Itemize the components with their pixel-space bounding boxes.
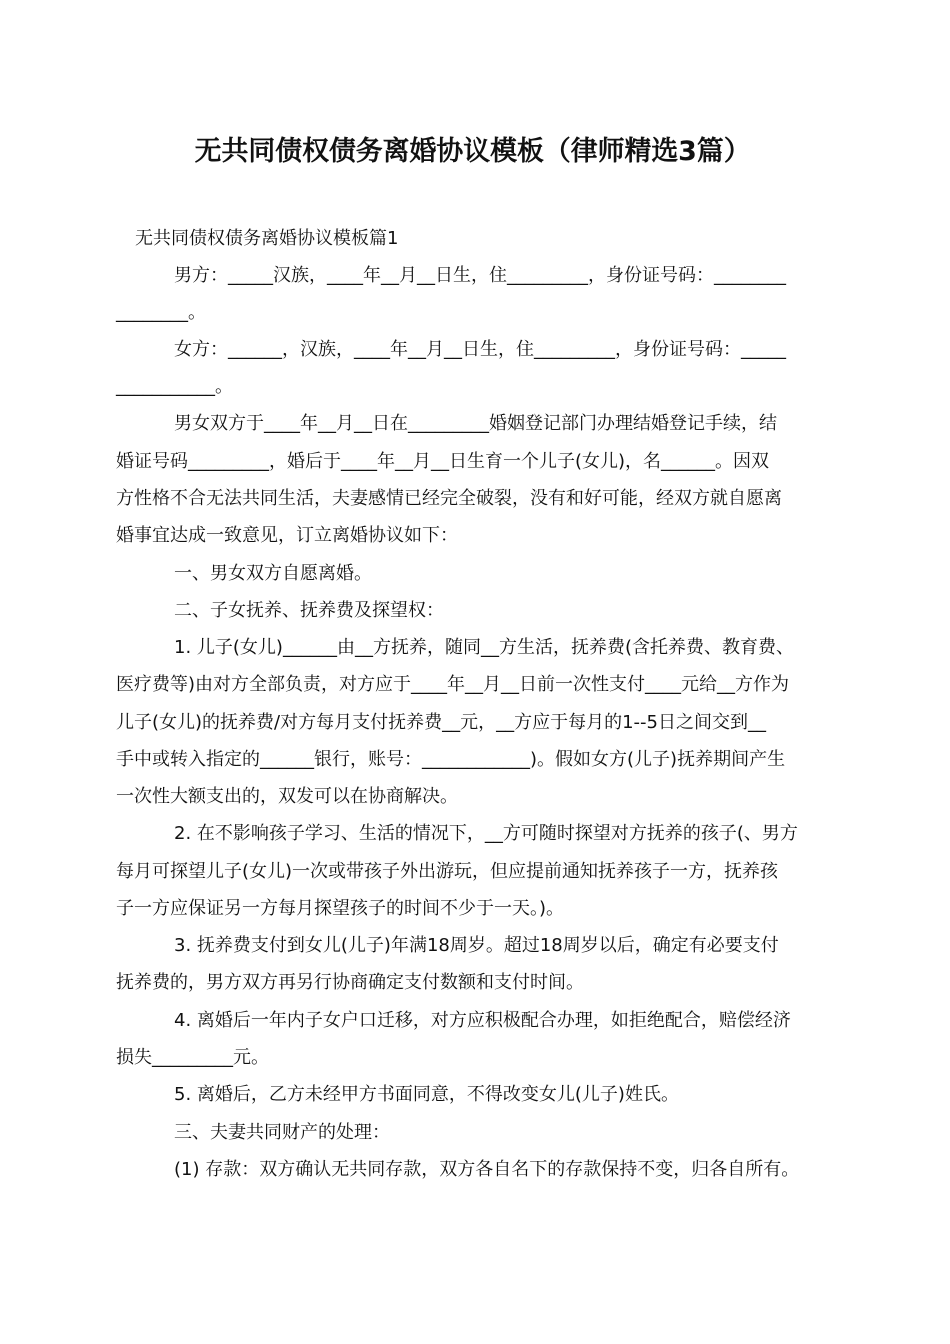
paragraph-line: 女方：______，汉族，____年__月__日生，住_________，身份证号码：_____	[174, 339, 786, 360]
paragraph-line: 婚事宜达成一致意见，订立离婚协议如下：	[116, 525, 458, 546]
paragraph-line: 男女双方于____年__月__日在_________婚姻登记部门办理结婚登记手续，结	[174, 413, 777, 434]
paragraph-line: 4. 离婚后一年内子女户口迁移，对方应积极配合办理，如拒绝配合，赔偿经济	[174, 1010, 791, 1031]
paragraph-line: 手中或转入指定的______银行，账号：____________)。假如女方(儿子)抚养期间产生	[116, 749, 786, 770]
paragraph-line: 1. 儿子(女儿)______由__方抚养，随同__方生活，抚养费(含托养费、教育费、	[174, 637, 794, 658]
paragraph-line: 男方：_____汉族，____年__月__日生，住_________，身份证号码：________	[174, 265, 786, 286]
paragraph-line: (1) 存款：双方确认无共同存款，双方各自名下的存款保持不变，归各自所有。	[174, 1159, 800, 1180]
section-heading: 无共同债权债务离婚协议模板篇1	[135, 228, 399, 249]
paragraph-line: 方性格不合无法共同生活，夫妻感情已经完全破裂，没有和好可能，经双方就自愿离	[116, 488, 782, 509]
document-title: 无共同债权债务离婚协议模板（律师精选3篇）	[194, 136, 751, 167]
paragraph-line: 抚养费的，男方双方再另行协商确定支付数额和支付时间。	[116, 972, 584, 993]
paragraph-line: 2. 在不影响孩子学习、生活的情况下，__方可随时探望对方抚养的孩子(、男方	[174, 823, 798, 844]
paragraph-line: 每月可探望儿子(女儿)一次或带孩子外出游玩，但应提前通知抚养孩子一方，抚养孩	[116, 861, 779, 882]
paragraph-line: 3. 抚养费支付到女儿(儿子)年满18周岁。超过18周岁以后，确定有必要支付	[174, 935, 779, 956]
paragraph-line: 一、男女双方自愿离婚。	[174, 563, 372, 584]
paragraph-line: 损失_________元。	[116, 1047, 269, 1068]
paragraph-line: 婚证号码_________，婚后于____年__月__日生育一个儿子(女儿)，名______。因双	[116, 451, 770, 472]
paragraph-line: 医疗费等)由对方全部负责，对方应于____年__月__日前一次性支付____元给__方作为	[116, 674, 790, 695]
paragraph-line: 儿子(女儿)的抚养费/对方每月支付抚养费__元，__方应于每月的1--5日之间交到__	[116, 712, 767, 733]
paragraph-line: 二、子女抚养、抚养费及探望权：	[174, 600, 444, 621]
paragraph-line: ___________。	[116, 376, 233, 397]
paragraph-line: 5. 离婚后，乙方未经甲方书面同意，不得改变女儿(儿子)姓氏。	[174, 1084, 679, 1105]
paragraph-line: 三、夫妻共同财产的处理：	[174, 1122, 390, 1143]
paragraph-line: ________。	[116, 302, 206, 323]
paragraph-line: 一次性大额支出的，双发可以在协商解决。	[116, 786, 458, 807]
paragraph-line: 子一方应保证另一方每月探望孩子的时间不少于一天。)。	[116, 898, 565, 919]
